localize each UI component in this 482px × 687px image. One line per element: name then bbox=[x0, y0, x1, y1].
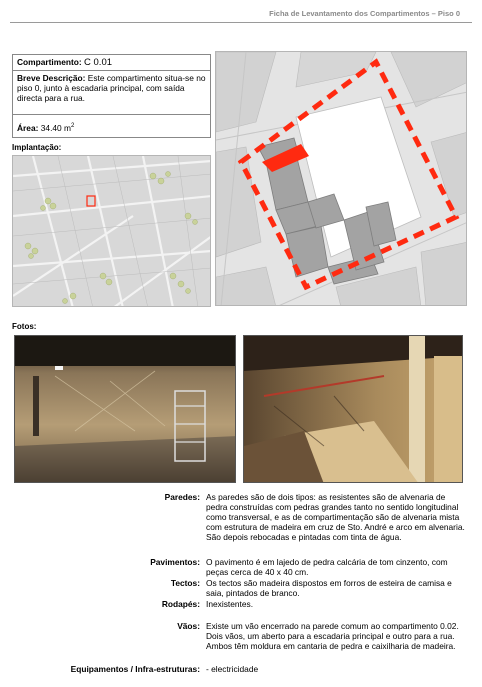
descricao-value: Este compartimento situa-se no piso 0, junto à escadaria principal, com saída directa para a rua. bbox=[17, 73, 206, 103]
area-label: Área: bbox=[17, 122, 39, 133]
area-value: 34.40 m bbox=[40, 122, 72, 133]
detail-paredes bbox=[12, 492, 468, 558]
detail-vaos-value: Existe um vão encerrado na parede comum ao compartimento 0.02. Dois vãos, um aberto para a escadaria principal e outro para a rua. Ambos têm moldura em cantaria de pedra e caixilharia de madeira. bbox=[206, 621, 459, 651]
photo-2-image bbox=[244, 336, 463, 483]
compartimento-label: Compartimento: bbox=[17, 57, 82, 67]
descricao-row bbox=[13, 71, 210, 115]
detail-vaos-label: Vãos: bbox=[177, 621, 200, 631]
detail-equipamentos bbox=[12, 664, 468, 676]
detail-tectos bbox=[12, 578, 468, 600]
compartment-info-box bbox=[12, 54, 211, 138]
detail-vaos bbox=[12, 621, 468, 665]
location-map-drawing bbox=[13, 156, 211, 307]
detail-pavimentos-value: O pavimento é em lajedo de pedra calcária de tom cinzento, com peças cerca de 40 x 40 cm. bbox=[206, 557, 448, 577]
detail-equipamentos-label: Equipamentos / Infra-estruturas: bbox=[70, 664, 200, 674]
detail-pavimentos bbox=[12, 557, 468, 579]
site-plan-map bbox=[215, 51, 467, 306]
detail-tectos-value: Os tectos são madeira dispostos em forros de esteira de camisa e saia, pintados de branco. bbox=[206, 578, 452, 598]
detail-paredes-label: Paredes: bbox=[164, 492, 200, 502]
descricao-label: Breve Descrição: bbox=[17, 73, 86, 83]
header-divider bbox=[10, 22, 472, 23]
detail-equipamentos-value: - electricidade bbox=[206, 664, 259, 674]
detail-rodapes bbox=[12, 599, 468, 611]
photo-2 bbox=[243, 335, 463, 483]
site-plan-drawing bbox=[216, 52, 467, 306]
detail-rodapes-value: Inexistentes. bbox=[206, 599, 254, 609]
area-unit-exponent: 2 bbox=[71, 123, 75, 129]
compartimento-row bbox=[13, 55, 210, 71]
compartimento-value: C 0.01 bbox=[84, 57, 113, 68]
location-map bbox=[12, 155, 211, 307]
implantacao-label: Implantação: bbox=[12, 143, 62, 152]
document-title: Ficha de Levantamento dos Compartimentos – Piso 0 bbox=[269, 9, 460, 18]
fotos-label: Fotos: bbox=[12, 322, 37, 331]
detail-tectos-label: Tectos: bbox=[170, 578, 200, 588]
detail-rodapes-label: Rodapés: bbox=[161, 599, 200, 609]
area-row bbox=[13, 115, 210, 135]
detail-paredes-value: As paredes são de dois tipos: as resistentes são de alvenaria de pedra construídas com pedras grandes tanto no sentido longitudinal como transversal, e as de compartimentação são de alvenaria mista com estrutura de madeira em cruz de Sto. André e arco em alvenaria. São depois rebocadas e pintadas com tinta de água. bbox=[206, 492, 465, 542]
photo-1-image bbox=[15, 336, 236, 483]
photo-1 bbox=[14, 335, 236, 483]
detail-pavimentos-label: Pavimentos: bbox=[150, 557, 200, 567]
